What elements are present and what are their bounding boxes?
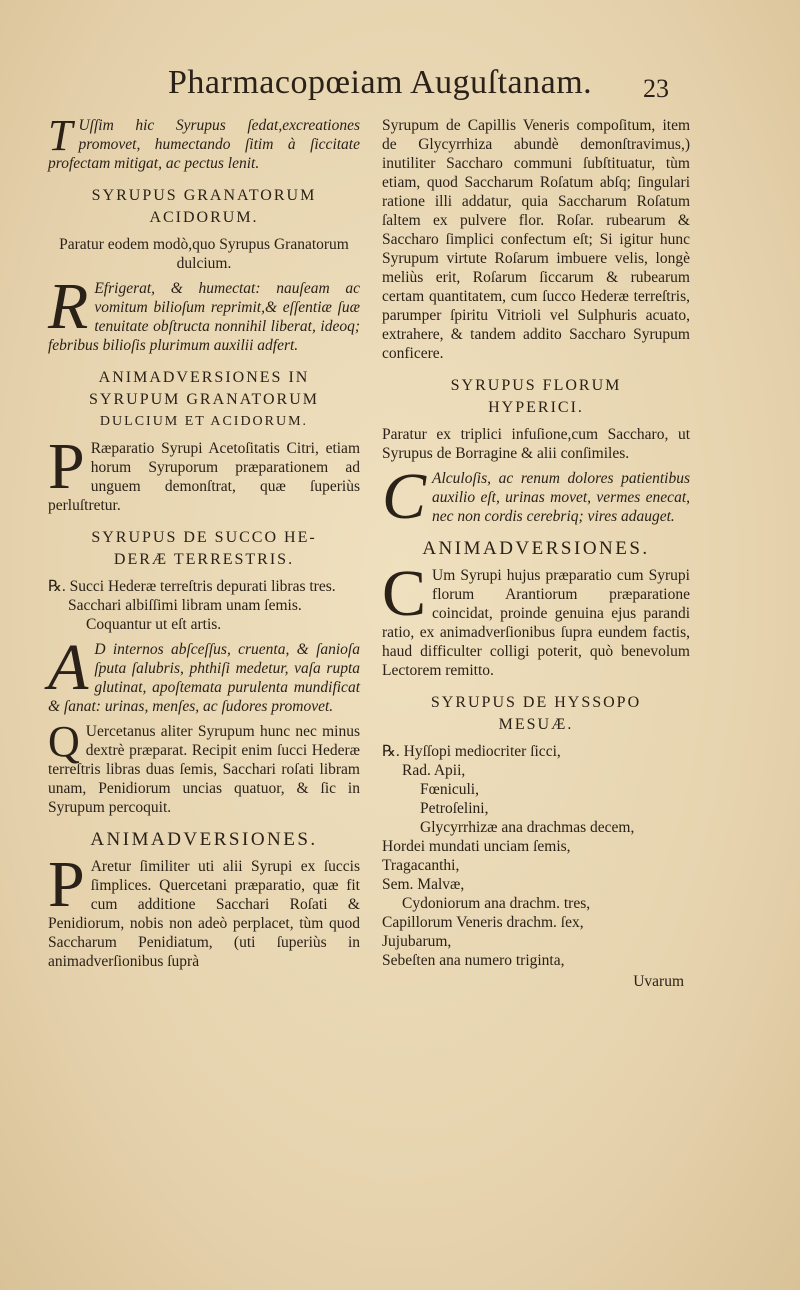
paragraph-calculosis [382, 460, 690, 533]
heading-line: DERÆ TERRESTRIS. [113, 551, 295, 568]
heading-line: SYRUPUS GRANATORUM [91, 187, 317, 204]
recipe-hyssopo [382, 742, 690, 991]
heading-syrupus-hyperici [382, 375, 690, 419]
heading-syrupus-granatorum-acidorum [48, 185, 360, 229]
heading-line: SYRUPUS FLORUM [450, 377, 622, 394]
recipe-line: Glycyrrhizæ ana drachmas decem, [420, 819, 635, 836]
paragraph-text: Uercetanus aliter Syrupum hunc nec minus dextrè præparat. Recipit enim ſucci Hederæ terreſtris libras duas ſemis, Sacchari roſati libram unam, Penidiorum uncias quatuor, & ſic in Syrupum percoquit. [48, 723, 360, 816]
recipe-line: Capillorum Veneris drachm. ſex, [382, 914, 584, 931]
heading-animadversiones-granatorum [48, 367, 360, 433]
paragraph-paretur [48, 848, 360, 971]
recipe-hederae [48, 577, 360, 634]
paragraph-continuation: Syrupum de Capillis Veneris compoſitum, item de Glycyrrhiza abundè demonſtravimus,) inutiliter Saccharo communi ſubſtituatur, tùm etiam, quod Saccharum Roſatum abſq; ſingulari ratione illi addatur, quia Saccharum Roſatum ſaltem ex pulvere flor. Roſar. rubearum & Saccharo ſimplici confectum eſt; Si igitur hunc Syrupum virtute Roſarum imbuere velis, longè meliùs erit, Roſarum ſiccarum & rubearum certam quantitatem, cum ſucco Hederæ terreſtris, parumper ſpiritu Vitrioli vel Sulphuris acuato, extrahere, & tandem addito Saccharo Syrupum conficere. [382, 117, 690, 362]
drop-cap: R [48, 270, 89, 343]
heading-animadversiones: ANIMADVERSIONES. [90, 829, 318, 850]
recipe-line: Cydoniorum ana drachm. tres, [402, 895, 591, 912]
heading-line: HYPERICI. [488, 399, 584, 416]
heading-line: MESUÆ. [498, 716, 574, 733]
catchword: Uvarum [633, 973, 684, 990]
heading-line: ANIMADVERSIONES IN [98, 369, 310, 386]
recipe-line: Tragacanthi, [382, 857, 460, 874]
recipe-line: Sacchari albiſſimi libram unam ſemis. [68, 597, 302, 614]
heading-syrupus-hyssopo [382, 692, 690, 736]
paragraph-text: Uſſim hic Syrupus ſedat,excreationes promovet, humectando ſitim à ſiccitate profectam mitigat, ac pectus lenit. [48, 117, 360, 172]
drop-cap: Q [48, 717, 80, 766]
drop-cap: T [48, 111, 73, 160]
heading-line: SYRUPUS DE SUCCO HE- [91, 529, 317, 546]
drop-cap: P [48, 430, 85, 503]
recipe-line: ℞. Succi Hederæ terreſtris depurati libras tres. [48, 578, 336, 595]
heading-line: ACIDORUM. [149, 209, 259, 226]
paragraph-tussim [48, 111, 360, 173]
drop-cap: C [382, 557, 427, 630]
drop-cap: C [382, 460, 427, 533]
paragraph-ad-internos [48, 631, 360, 716]
running-title: Pharmacopœiam Auguſtanam. [168, 64, 593, 101]
recipe-line: Hordei mundati unciam ſemis, [382, 838, 571, 855]
heading-syrupus-hederae [48, 527, 360, 571]
recipe-line: ℞. Hyſſopi mediocriter ſicci, [382, 743, 561, 760]
heading-animadversiones-right: ANIMADVERSIONES. [422, 538, 650, 559]
paragraph-paratur: Paratur eodem modò,quo Syrupus Granatorum dulcium. [59, 236, 349, 272]
recipe-line: Fœniculi, [420, 781, 479, 798]
right-column [382, 116, 690, 997]
paragraph-text: D internos abſceſſus, cruenta, & ſanioſa ſputa ſalubris, phthiſi medetur, vaſa rupta glutinat, apoſtemata purulenta mundificat & ſanat: urinas, menſes, ac ſudores promovet. [48, 641, 360, 715]
paragraph-text: Aretur ſimiliter uti alii Syrupi ex ſuccis ſimplices. Quercetani præparatio, quæ fit cum additione Sacchari Roſati & Penidiorum, nobis non adeò perplacet, tùm quod Saccharum Penidiatum, (uti ſuperiùs in animadverſionibus ſuprà [48, 858, 360, 970]
recipe-line: Coquantur ut eſt artis. [86, 616, 222, 633]
drop-cap: P [48, 848, 85, 921]
paragraph-paratur-hyperici: Paratur ex triplici infuſione,cum Saccharo, ut Syrupus de Borragine & alii conſimiles. [382, 426, 690, 462]
page-number: 23 [643, 74, 669, 103]
page-header [0, 60, 800, 110]
left-column [48, 111, 360, 977]
recipe-line: Jujubarum, [382, 933, 452, 950]
paragraph-text: Alculoſis, ac renum dolores patientibus auxilio eſt, urinas movet, vermes enecat, nec non cordis cerebriq; vires adauget. [432, 470, 690, 525]
paragraph-text: Ræparatio Syrupi Acetoſitatis Citri, etiam horum Syruporum præparationem ad unguem demonſtrat, quæ ſuperiùs perluſtretur. [48, 440, 360, 514]
paragraph-praeparatio [48, 430, 360, 515]
paragraph-quercetanus [48, 717, 360, 817]
heading-line: SYRUPUS DE HYSSOPO [430, 694, 642, 711]
recipe-line: Sem. Malvæ, [382, 876, 465, 893]
paragraph-text: Um Syrupi hujus præparatio cum Syrupi florum Arantiorum præparatione coincidat, proinde genuina ejus parandi ratio, ex animadverſionibus ſupra eundem factis, haud difficulter colligi poterit, quò benevolum Lectorem remitto. [382, 567, 690, 679]
drop-cap: A [48, 631, 89, 704]
paragraph-cum-syrupi [382, 557, 690, 680]
paragraph-refrigerat [48, 270, 360, 355]
heading-line: DULCIUM ET ACIDORUM. [99, 414, 309, 429]
heading-line: SYRUPUM GRANATORUM [89, 391, 319, 408]
recipe-line: Rad. Apii, [402, 762, 466, 779]
recipe-line: Sebeſten ana numero triginta, [382, 952, 565, 969]
recipe-line: Petroſelini, [420, 800, 489, 817]
paragraph-text: Efrigerat, & humectat: nauſeam ac vomitum bilioſum reprimit,& eſſentiæ ſuæ tenuitate obſtructa nonnihil liberat, ideoq; febribus bilioſis plurimum auxilii adfert. [48, 280, 360, 354]
